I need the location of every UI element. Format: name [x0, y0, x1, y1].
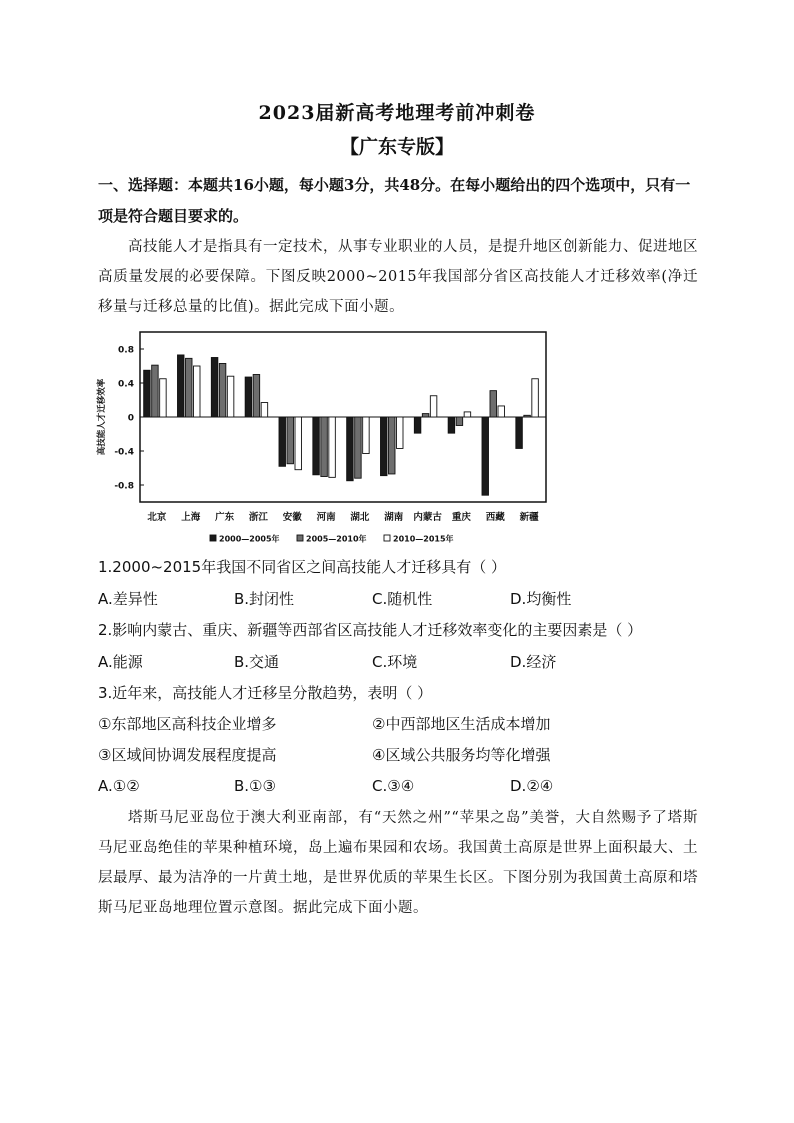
bar-1-2	[194, 366, 201, 417]
q1-option-a[interactable]: A.差异性	[98, 590, 158, 608]
x-tick-label: 湖北	[350, 512, 370, 523]
x-tick-label: 广东	[215, 512, 235, 523]
x-tick-label: 浙江	[248, 512, 268, 523]
q3-option-a[interactable]: A.①②	[98, 777, 140, 795]
bar-11-0	[516, 417, 523, 448]
q3-item-2: ②中西部地区生活成本增加	[372, 715, 551, 733]
bar-3-0	[245, 377, 252, 417]
section-heading: 一、选择题：本题共16小题，每小题3分，共48分。在每小题给出的四个选项中，只有一项是符合题目要求的。	[98, 176, 691, 225]
x-tick-label: 安徽	[282, 512, 302, 523]
bar-6-0	[347, 417, 354, 481]
y-tick-label: 0.4	[118, 379, 134, 390]
bar-9-2	[464, 412, 471, 417]
bar-7-0	[381, 417, 388, 476]
q3-item-1: ①东部地区高科技企业增多	[98, 715, 277, 733]
y-tick-label: 0.8	[118, 345, 134, 356]
q2-option-b[interactable]: B.交通	[234, 653, 280, 671]
bar-10-0	[482, 417, 489, 495]
legend-label-2: 2010—2015年	[393, 534, 454, 544]
q3-option-b[interactable]: B.①③	[234, 777, 276, 795]
bar-8-1	[422, 414, 429, 417]
x-tick-label: 河南	[316, 512, 336, 523]
bar-2-1	[219, 363, 226, 417]
bar-6-1	[355, 417, 362, 478]
x-tick-label: 西藏	[485, 512, 505, 523]
y-axis-label: 高技能人才迁移效率	[97, 378, 107, 456]
intro-paragraph-1: 高技能人才是指具有一定技术，从事专业职业的人员，是提升地区创新能力、促进地区高质量发展的必要保障。下图反映2000~2015年我国部分省区高技能人才迁移效率(净迁移量与迁移总量的比值)。据此完成下面小题。	[98, 239, 698, 315]
legend-label-0: 2000—2005年	[219, 534, 280, 544]
q1-option-c[interactable]: C.随机性	[372, 590, 433, 608]
bar-5-1	[321, 417, 328, 477]
x-tick-label: 湖南	[384, 512, 404, 523]
intro-paragraph-2: 塔斯马尼亚岛位于澳大利亚南部，有“天然之州”“苹果之岛”美誉，大自然赐予了塔斯马尼亚岛绝佳的苹果种植环境，岛上遍布果园和农场。我国黄土高原是世界上面积最大、土层最厚、最为洁净的一片黄土地，是世界优质的苹果生长区。下图分别为我国黄土高原和塔斯马尼亚岛地理位置示意图。据此完成下面小题。	[98, 810, 698, 916]
bar-11-1	[524, 415, 531, 417]
question-2-stem: 2.影响内蒙古、重庆、新疆等西部省区高技能人才迁移效率变化的主要因素是（ ）	[98, 621, 643, 639]
q2-option-a[interactable]: A.能源	[98, 653, 143, 671]
bar-9-0	[448, 417, 455, 433]
bar-7-1	[389, 417, 396, 474]
q1-option-d[interactable]: D.均衡性	[510, 590, 572, 608]
page-subtitle: 【广东专版】	[339, 136, 454, 158]
bar-0-0	[144, 370, 151, 417]
x-tick-label: 重庆	[451, 512, 471, 523]
bar-6-2	[363, 417, 370, 454]
q1-option-b[interactable]: B.封闭性	[234, 590, 295, 608]
bar-0-2	[160, 379, 167, 417]
x-tick-label: 上海	[181, 512, 201, 523]
bar-3-1	[253, 375, 260, 418]
bar-4-0	[279, 417, 286, 466]
x-tick-label: 北京	[147, 512, 167, 523]
bar-5-2	[329, 417, 336, 477]
bar-2-0	[211, 358, 218, 418]
q2-option-c[interactable]: C.环境	[372, 653, 418, 671]
bar-10-1	[490, 391, 497, 417]
bar-4-1	[287, 417, 294, 464]
q3-item-4: ④区域公共服务均等化增强	[372, 746, 551, 764]
legend-swatch-1	[297, 535, 303, 541]
bar-3-2	[261, 403, 268, 417]
bar-8-0	[414, 417, 421, 433]
q3-option-c[interactable]: C.③④	[372, 777, 415, 795]
bar-1-0	[178, 355, 185, 417]
bar-1-1	[186, 358, 193, 417]
q3-item-3: ③区域间协调发展程度提高	[98, 746, 277, 764]
legend-swatch-2	[384, 535, 390, 541]
question-3-stem: 3.近年来，高技能人才迁移呈分散趋势，表明（ ）	[98, 684, 433, 702]
migration-efficiency-chart	[92, 328, 552, 550]
bar-7-2	[397, 417, 404, 448]
bar-4-2	[295, 417, 302, 470]
bar-11-2	[532, 379, 539, 417]
x-tick-label: 新疆	[519, 512, 539, 523]
y-tick-label: -0.8	[114, 481, 134, 492]
page-title: 2023届新高考地理考前冲刺卷	[258, 102, 536, 124]
bar-5-0	[313, 417, 320, 475]
question-1-stem: 1.2000~2015年我国不同省区之间高技能人才迁移具有（ ）	[98, 558, 506, 576]
q2-option-d[interactable]: D.经济	[510, 653, 557, 671]
x-tick-label: 内蒙古	[413, 512, 442, 523]
legend-swatch-0	[210, 535, 216, 541]
bar-8-2	[430, 396, 437, 417]
y-tick-label: -0.4	[114, 447, 134, 458]
legend-label-1: 2005—2010年	[306, 534, 367, 544]
q3-option-d[interactable]: D.②④	[510, 777, 554, 795]
bar-0-1	[152, 365, 159, 417]
bar-2-2	[227, 376, 234, 417]
bar-9-1	[456, 417, 463, 426]
bar-10-2	[498, 406, 505, 417]
y-tick-label: 0	[127, 413, 134, 424]
